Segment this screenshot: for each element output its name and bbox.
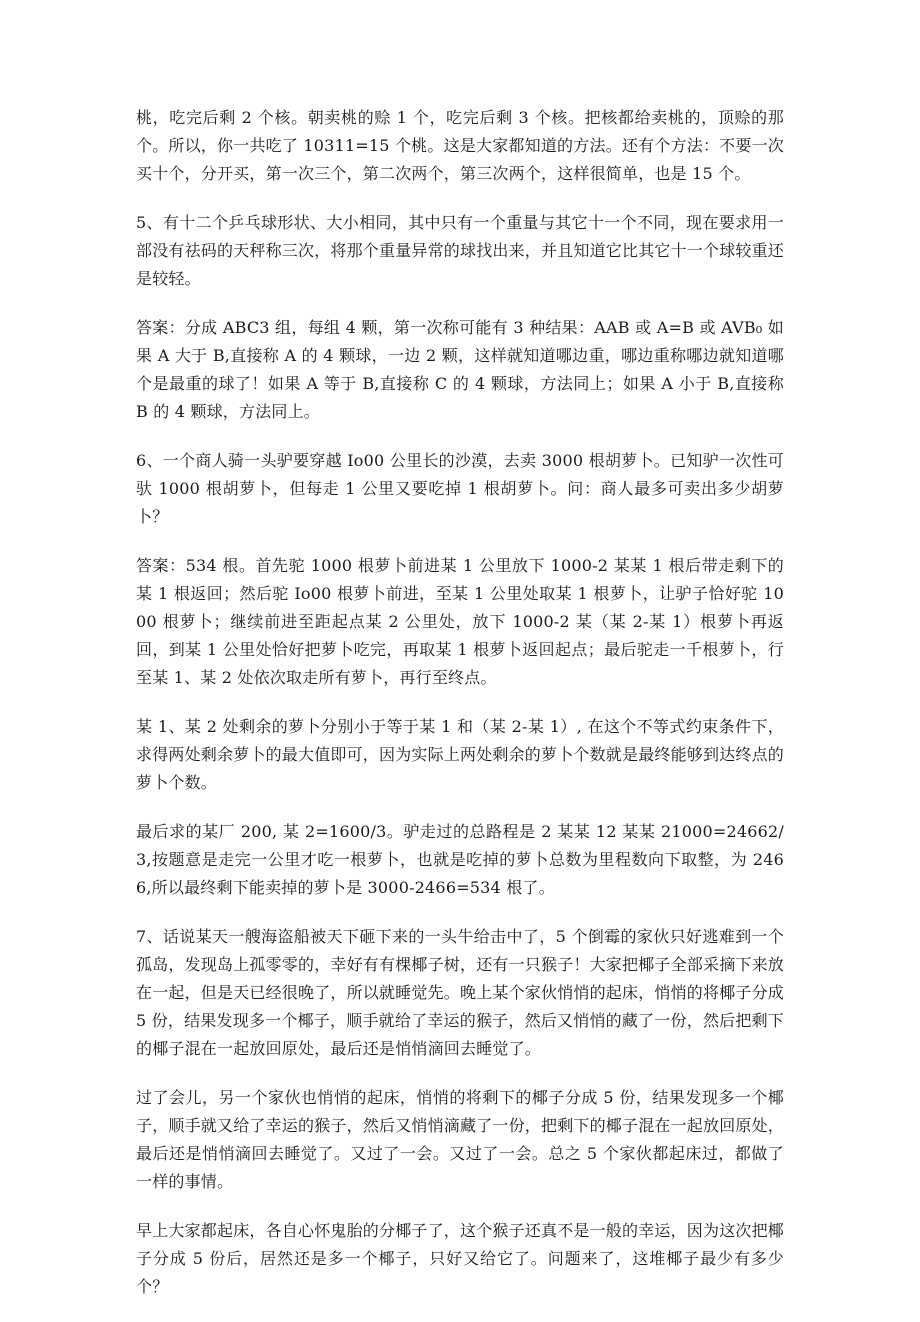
paragraph-puzzle-5-question: 5、有十二个乒乓球形状、大小相同，其中只有一个重量与其它十一个不同，现在要求用一部没有祛码的天秤称三次，将那个重量异常的球找出来，并且知道它比其它十一个球较重还是较轻。 bbox=[136, 213, 785, 288]
paragraph-puzzle-6-answer: 答案：534 根。首先驼 1000 根萝卜前进某 1 公里放下 1000-2 某某 1 根后带走剩下的某 1 根返回；然后驼 Io00 根萝卜前进，至某 1 公里处取某 1 根萝卜，让驴子恰好驼 1000 根萝卜；继续前进至距起点某 2 公里处，放下 1000-2 某（某 2-某 1）根萝卜再返回，到某 1 公里处恰好把萝卜吃完，再取某 1 根萝卜返回起点；最后驼走一千根萝卜，行至某 1、某 2 处依次取走所有萝卜，再行至终点。 bbox=[136, 556, 784, 687]
paragraph-puzzle-7-story: 7、话说某天一艘海盗船被天下砸下来的一头牛给击中了，5 个倒霉的家伙只好逃难到一个孤岛，发现岛上孤零零的，幸好有有棵椰子树，还有一只猴子！大家把椰子全部采摘下来放在一起，但是天已经很晚了，所以就睡觉先。晚上某个家伙悄悄的起床，悄悄的将椰子分成 5 份，结果发现多一个椰子，顺手就给了幸运的猴子，然后又悄悄的藏了一份，然后把剩下的椰子混在一起放回原处，最后还是悄悄滴回去睡觉了。 bbox=[136, 927, 785, 1058]
paragraph-puzzle-6-constraint: 某 1、某 2 处剩余的萝卜分别小于等于某 1 和（某 2-某 1）, 在这个不等式约束条件下，求得两处剩余萝卜的最大值即可，因为实际上两处剩余的萝卜个数就是最终能够到达终点的萝卜个数。 bbox=[136, 717, 785, 792]
paragraph-puzzle-7-continued: 过了会儿，另一个家伙也悄悄的起床，悄悄的将剩下的椰子分成 5 份，结果发现多一个椰子，顺手就又给了幸运的猴子，然后又悄悄滴藏了一份，把剩下的椰子混在一起放回原处，最后还是悄悄滴回去睡觉了。又过了一会。又过了一会。总之 5 个家伙都起床过，都做了一样的事情。 bbox=[136, 1088, 785, 1191]
paragraph-puzzle-5-answer: 答案：分成 ABC3 组，每组 4 颗，第一次称可能有 3 种结果：AAB 或 A=B 或 AVB₀ 如果 A 大于 B,直接称 A 的 4 颗球，一边 2 颗，这样就知道哪边重，哪边重称哪边就知道哪个是最重的球了！如果 A 等于 B,直接称 C 的 4 颗球，方法同上；如果 A 小于 B,直接称 B 的 4 颗球，方法同上。 bbox=[136, 318, 784, 421]
paragraph-peach-answer: 桃，吃完后剩 2 个核。朝卖桃的赊 1 个，吃完后剩 3 个核。把核都给卖桃的，顶赊的那个。所以，你一共吃了 10311=15 个桃。这是大家都知道的方法。还有个方法：不要一次买十个，分开买，第一次三个，第二次两个，第三次两个，这样很简单，也是 15 个。 bbox=[136, 108, 784, 183]
paragraph-puzzle-7-question: 早上大家都起床，各自心怀鬼胎的分椰子了，这个猴子还真不是一般的幸运，因为这次把椰子分成 5 份后，居然还是多一个椰子，只好又给它了。问题来了，这堆椰子最少有多少个？ bbox=[136, 1221, 785, 1296]
paragraph-puzzle-6-question: 6、一个商人骑一头驴要穿越 Io00 公里长的沙漠，去卖 3000 根胡萝卜。已知驴一次性可驮 1000 根胡萝卜，但每走 1 公里又要吃掉 1 根胡萝卜。问：商人最多可卖出多少胡萝卜？ bbox=[136, 451, 784, 526]
paragraph-puzzle-6-result: 最后求的某厂 200, 某 2=1600/3。驴走过的总路程是 2 某某 12 某某 21000=24662/3,按题意是走完一公里才吃一根萝卜，也就是吃掉的萝卜总数为里程数向下取整，为 2466,所以最终剩下能卖掉的萝卜是 3000-2466=534 根了。 bbox=[136, 822, 784, 897]
document-page bbox=[136, 104, 784, 1322]
